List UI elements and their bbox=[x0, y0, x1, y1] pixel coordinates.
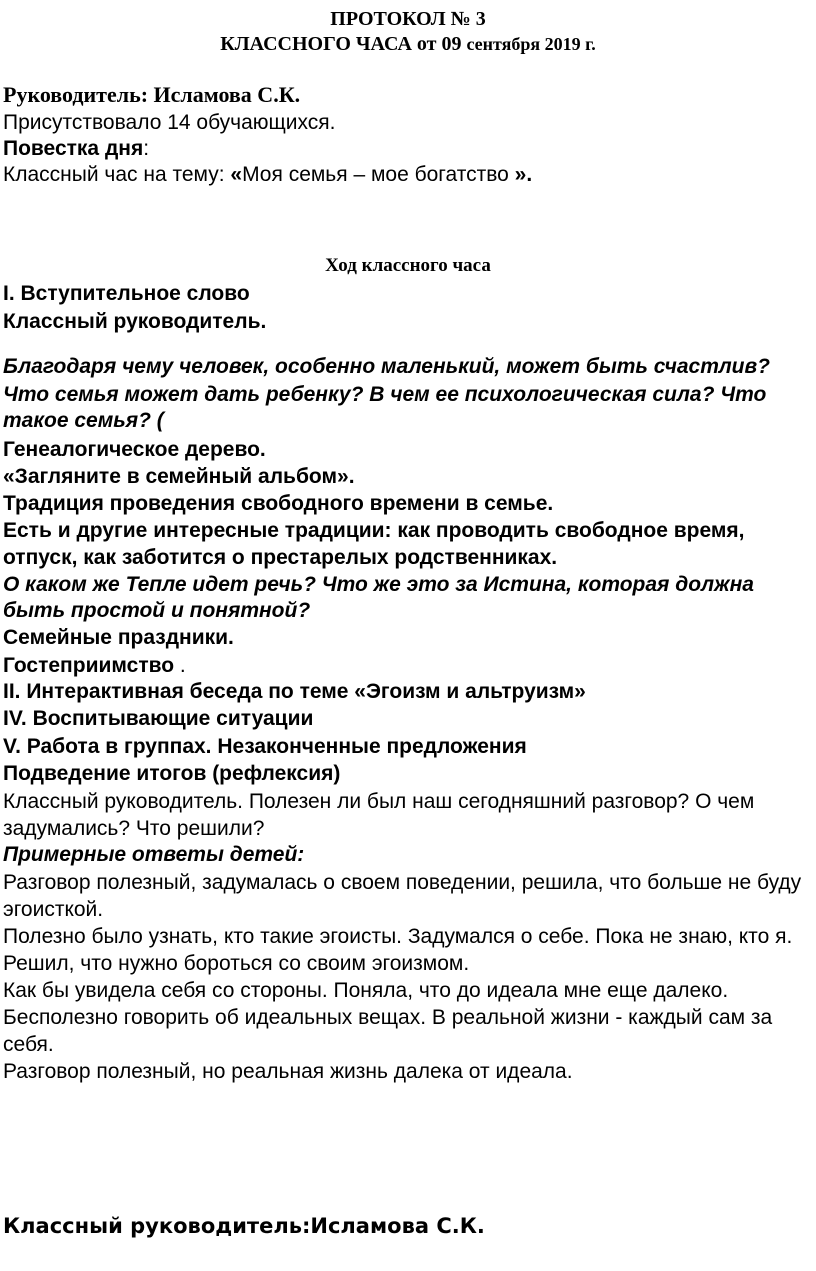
answer-line: Полезно было узнать, кто такие эгоисты. Задумался о себе. Пока не знаю, кто я. bbox=[3, 925, 793, 948]
question-line: Что семья может дать ребенку? В чем ее психологическая сила? Что bbox=[3, 383, 767, 406]
topic-text: Моя семья – мое богатство bbox=[242, 163, 515, 186]
answer-line: эгоисткой. bbox=[3, 898, 104, 921]
body-line: отпуск, как заботится о престарелых родственниках. bbox=[3, 546, 558, 569]
signature-line: Классный руководитель:Исламова С.К. bbox=[3, 1214, 485, 1238]
body-line: Есть и другие интересные традиции: как проводить свободное время, bbox=[3, 519, 745, 542]
body-line: «Загляните в семейный альбом». bbox=[3, 465, 355, 488]
hospitality-text: Гостеприимство bbox=[3, 654, 175, 677]
protocol-number: ПРОТОКОЛ № 3 bbox=[330, 8, 486, 30]
body-line: Классный руководитель. bbox=[3, 310, 267, 333]
protocol-title bbox=[0, 8, 816, 31]
answer-line: себя. bbox=[3, 1033, 54, 1056]
question-line: быть простой и понятной? bbox=[3, 599, 311, 622]
body-line: Традиция проведения свободного времени в семье. bbox=[3, 492, 554, 515]
topic-prefix: Классный час на тему: bbox=[3, 163, 231, 186]
agenda-label: Повестка дня bbox=[3, 137, 144, 160]
topic-close-quote: ». bbox=[514, 163, 533, 186]
subtitle-date: сентября 2019 г. bbox=[466, 34, 596, 54]
reflection-line: задумались? Что решили? bbox=[3, 817, 265, 840]
question-line: О каком же Тепле идет речь? Что же это за Истина, которая должна bbox=[3, 573, 754, 596]
reflection-line: Классный руководитель. Полезен ли был наш сегодняшний разговор? О чем bbox=[3, 790, 755, 813]
answers-label: Примерные ответы детей: bbox=[3, 843, 305, 866]
leader-line: Руководитель: Исламова С.К. bbox=[3, 82, 301, 107]
body-line: I. Вступительное слово bbox=[3, 282, 250, 305]
topic-open-quote: « bbox=[230, 163, 243, 186]
body-line: Генеалогическое дерево. bbox=[3, 438, 266, 461]
agenda-colon: : bbox=[143, 137, 150, 160]
answer-line: Как бы увидела себя со стороны. Поняла, что до идеала мне еще далеко. bbox=[3, 979, 729, 1002]
body-line: Семейные праздники. bbox=[3, 626, 234, 649]
body-line: Подведение итогов (рефлексия) bbox=[3, 762, 341, 785]
body-line: V. Работа в группах. Незаконченные предложения bbox=[3, 735, 527, 758]
body-line bbox=[3, 653, 186, 678]
question-line: такое семья? ( bbox=[3, 409, 164, 432]
agenda-label-line bbox=[3, 136, 149, 161]
answer-line: Разговор полезный, задумалась о своем поведении, решила, что больше не буду bbox=[3, 871, 802, 894]
question-line: Благодаря чему человек, особенно маленький, может быть счастлив? bbox=[3, 355, 771, 378]
protocol-subtitle bbox=[0, 33, 816, 56]
body-line: II. Интерактивная беседа по теме «Эгоизм и альтруизм» bbox=[3, 680, 586, 703]
answer-line: Решил, что нужно бороться со своим эгоизмом. bbox=[3, 952, 470, 975]
section-heading: Ход классного часа bbox=[325, 255, 491, 276]
answer-line: Разговор полезный, но реальная жизнь далека от идеала. bbox=[3, 1060, 573, 1083]
answer-line: Бесполезно говорить об идеальных вещах. В реальной жизни - каждый сам за bbox=[3, 1006, 773, 1029]
subtitle-main: КЛАССНОГО ЧАСА от 09 bbox=[220, 33, 467, 55]
attendance-line: Присутствовало 14 обучающихся. bbox=[3, 111, 336, 134]
hospitality-tail: . bbox=[174, 654, 186, 677]
body-line: IV. Воспитывающие ситуации bbox=[3, 707, 314, 730]
topic-line bbox=[3, 162, 532, 187]
